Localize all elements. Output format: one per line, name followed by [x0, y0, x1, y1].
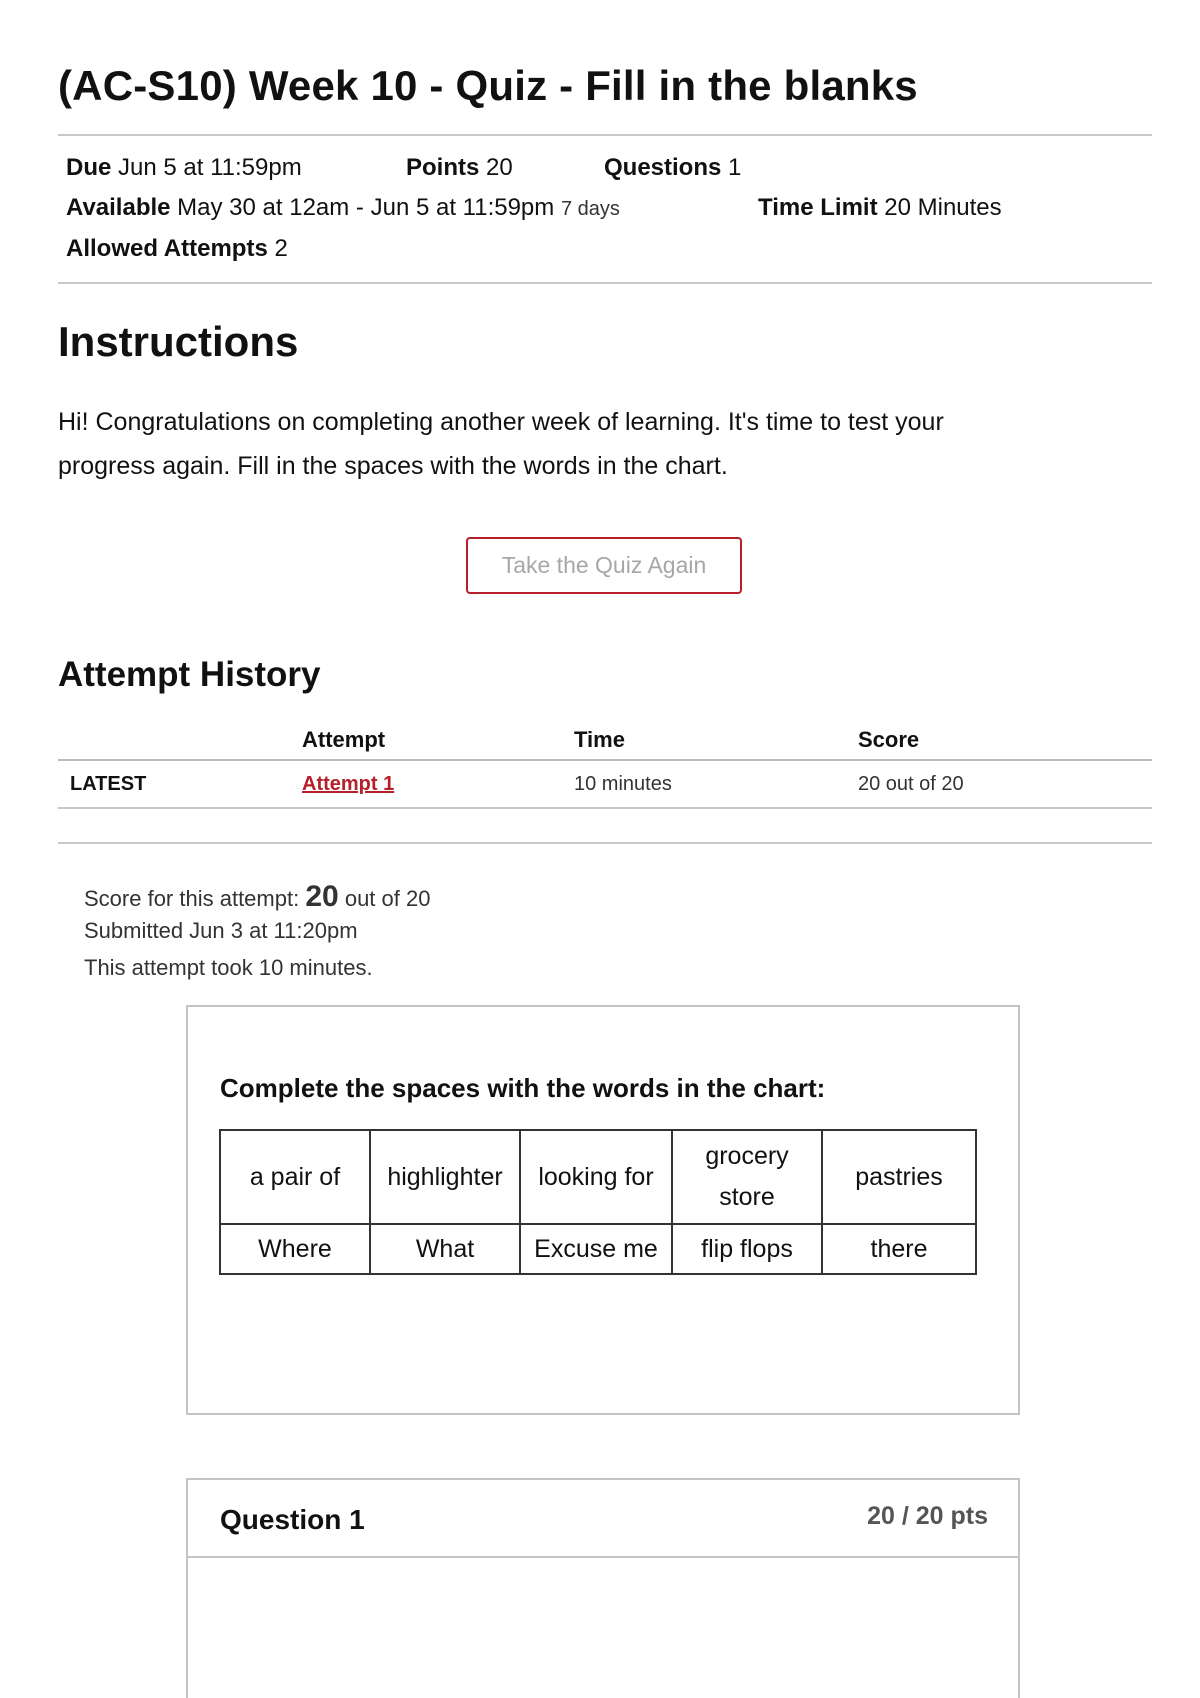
word-chart-table: [219, 1129, 977, 1275]
questions-value: 1: [728, 154, 742, 181]
available-label: Available: [66, 194, 171, 221]
attempt-time: 10 minutes: [574, 772, 672, 795]
question-panel: [186, 1478, 1020, 1698]
score-value: 20: [305, 880, 339, 913]
take-quiz-again-button[interactable]: Take the Quiz Again: [466, 537, 742, 594]
points-detail: [406, 154, 513, 182]
due-value: Jun 5 at 11:59pm: [118, 154, 302, 181]
question-points: 20 / 20 pts: [867, 1502, 988, 1530]
question-title: Question 1: [220, 1504, 365, 1535]
available-detail: [66, 194, 620, 222]
divider: [58, 282, 1152, 284]
word-cell: grocery store: [672, 1130, 822, 1224]
word-cell: there: [822, 1224, 976, 1274]
attempt-history-heading: Attempt History: [58, 655, 321, 694]
word-chart-panel: [186, 1005, 1020, 1415]
time-limit-label: Time Limit: [758, 194, 878, 221]
word-cell: Excuse me: [520, 1224, 672, 1274]
question-header: [188, 1480, 1018, 1558]
word-cell: Where: [220, 1224, 370, 1274]
table-row: [58, 761, 1152, 809]
instructions-text: [58, 400, 1148, 488]
instructions-line: Hi! Congratulations on completing another week of learning. It's time to test your: [58, 408, 944, 436]
column-header-score: Score: [858, 726, 920, 752]
attempt-score-summary: [84, 880, 430, 914]
quiz-details-row-1: [66, 154, 302, 182]
available-duration: 7 days: [560, 198, 620, 220]
instructions-line: progress again. Fill in the spaces with the words in the chart.: [58, 452, 728, 480]
questions-label: Questions: [604, 154, 722, 181]
instructions-heading: Instructions: [58, 318, 299, 365]
allowed-attempts-label: Allowed Attempts: [66, 235, 268, 262]
page-title: (AC-S10) Week 10 - Quiz - Fill in the blanks: [58, 62, 918, 109]
word-cell: looking for: [520, 1130, 672, 1224]
latest-tag: LATEST: [70, 772, 147, 795]
points-value: 20: [486, 154, 513, 181]
word-cell: a pair of: [220, 1130, 370, 1224]
chart-heading: Complete the spaces with the words in the chart:: [220, 1073, 826, 1103]
time-limit-value: 20 Minutes: [884, 194, 1002, 221]
divider: [58, 842, 1152, 844]
word-cell: pastries: [822, 1130, 976, 1224]
attempt-history-table: [58, 720, 1152, 809]
allowed-attempts-detail: [66, 235, 288, 263]
submitted-time: Submitted Jun 3 at 11:20pm: [84, 918, 358, 943]
attempt-duration: This attempt took 10 minutes.: [84, 955, 373, 980]
word-cell: flip flops: [672, 1224, 822, 1274]
available-value: May 30 at 12am - Jun 5 at 11:59pm: [177, 194, 555, 221]
due-label: Due: [66, 154, 112, 181]
attempt-1-link[interactable]: Attempt 1: [302, 772, 395, 795]
allowed-attempts-value: 2: [274, 235, 288, 262]
score-suffix: out of 20: [344, 886, 431, 911]
column-header-attempt: Attempt: [302, 726, 386, 752]
questions-detail: [604, 154, 741, 182]
word-cell: What: [370, 1224, 520, 1274]
score-prefix: Score for this attempt:: [84, 886, 300, 911]
word-cell: highlighter: [370, 1130, 520, 1224]
column-header-time: Time: [574, 726, 625, 752]
attempt-score: 20 out of 20: [858, 772, 964, 795]
time-limit-detail: [758, 194, 1002, 222]
divider: [58, 134, 1152, 136]
table-header: [58, 720, 1152, 761]
points-label: Points: [406, 154, 480, 181]
